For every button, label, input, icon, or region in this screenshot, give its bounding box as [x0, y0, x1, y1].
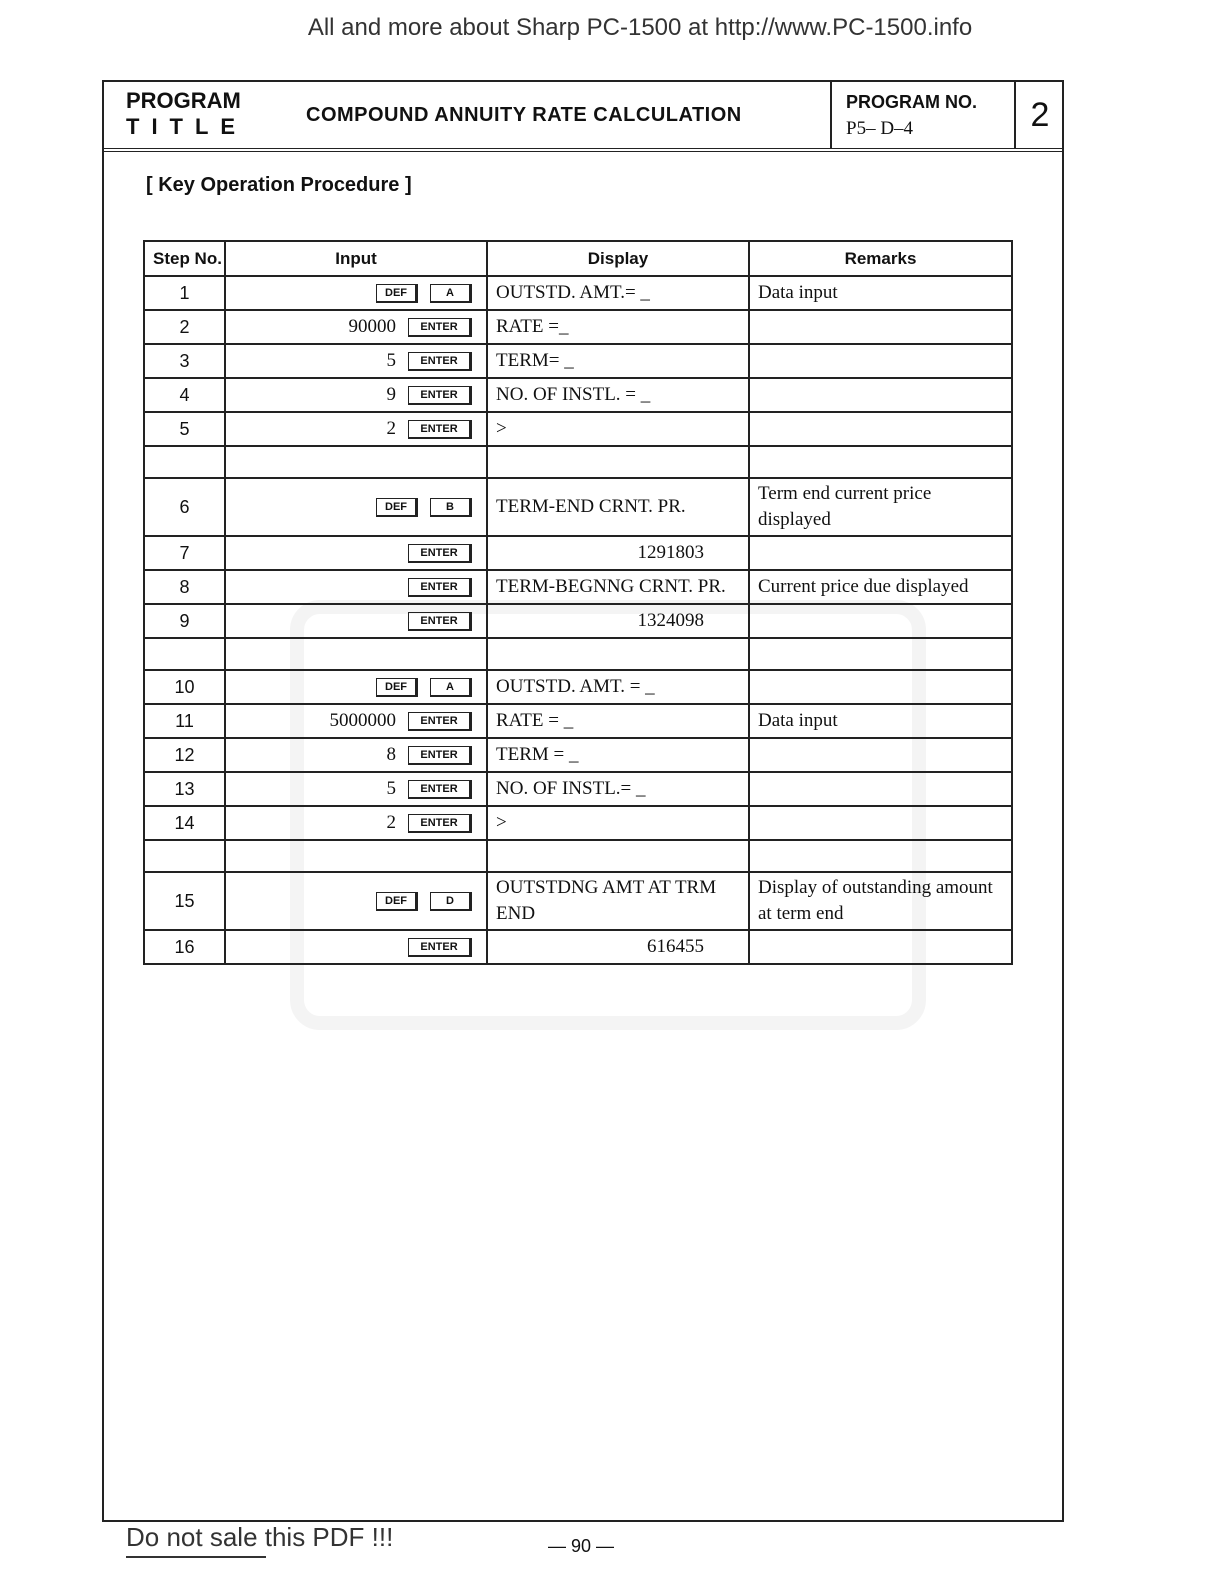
table-header-row	[144, 241, 1012, 276]
key-def-icon: DEF	[376, 498, 418, 517]
key-enter-icon: ENTER	[408, 386, 472, 405]
input-cell	[225, 738, 487, 772]
step-number: 9	[144, 604, 225, 638]
table-row	[144, 872, 1012, 930]
key-enter-icon: ENTER	[408, 612, 472, 631]
table-row	[144, 704, 1012, 738]
separator-cell	[144, 638, 225, 670]
display-cell: 1324098	[487, 604, 749, 638]
remarks-cell: Display of outstanding amount at term end	[749, 872, 1012, 930]
key-enter-icon: ENTER	[408, 712, 472, 731]
table-body	[144, 276, 1012, 964]
input-value: 8	[386, 744, 396, 766]
table-row	[144, 604, 1012, 638]
table-row	[144, 570, 1012, 604]
display-cell: OUTSTD. AMT. = _	[487, 670, 749, 704]
display-cell: OUTSTD. AMT.= _	[487, 276, 749, 310]
step-number: 3	[144, 344, 225, 378]
display-cell: TERM = _	[487, 738, 749, 772]
remarks-cell	[749, 806, 1012, 840]
separator-cell	[487, 840, 749, 872]
remarks-cell	[749, 412, 1012, 446]
separator-cell	[749, 840, 1012, 872]
sheet-number: 2	[1014, 82, 1064, 148]
remarks-cell	[749, 930, 1012, 964]
table-row	[144, 276, 1012, 310]
key-d-icon: D	[430, 892, 472, 911]
remarks-cell	[749, 378, 1012, 412]
remarks-cell	[749, 670, 1012, 704]
separator-cell	[225, 446, 487, 478]
input-cell	[225, 772, 487, 806]
separator-cell	[749, 446, 1012, 478]
key-enter-icon: ENTER	[408, 544, 472, 563]
separator-cell	[487, 638, 749, 670]
section-title: [ Key Operation Procedure ]	[146, 174, 412, 196]
input-value: 9	[386, 384, 396, 406]
key-enter-icon: ENTER	[408, 578, 472, 597]
program-title: COMPOUND ANNUITY RATE CALCULATION	[306, 104, 742, 126]
program-number-box	[830, 82, 1016, 148]
separator-cell	[144, 840, 225, 872]
table-row	[144, 412, 1012, 446]
input-value: 2	[386, 812, 396, 834]
display-cell: OUTSTDNG AMT AT TRM END	[487, 872, 749, 930]
key-enter-icon: ENTER	[408, 318, 472, 337]
display-cell: 1291803	[487, 536, 749, 570]
input-value: 90000	[348, 316, 396, 338]
table-row	[144, 478, 1012, 536]
input-cell	[225, 276, 487, 310]
table-separator-row	[144, 840, 1012, 872]
input-cell	[225, 604, 487, 638]
separator-cell	[225, 840, 487, 872]
key-enter-icon: ENTER	[408, 352, 472, 371]
column-header-input: Input	[225, 241, 487, 276]
page-number: — 90 —	[548, 1536, 615, 1556]
step-number: 14	[144, 806, 225, 840]
input-cell	[225, 872, 487, 930]
display-cell: NO. OF INSTL.= _	[487, 772, 749, 806]
remarks-cell	[749, 604, 1012, 638]
step-number: 16	[144, 930, 225, 964]
key-enter-icon: ENTER	[408, 938, 472, 957]
remarks-cell	[749, 344, 1012, 378]
column-header-display: Display	[487, 241, 749, 276]
table-separator-row	[144, 446, 1012, 478]
key-def-icon: DEF	[376, 284, 418, 303]
separator-cell	[487, 446, 749, 478]
key-enter-icon: ENTER	[408, 746, 472, 765]
remarks-cell: Term end current price displayed	[749, 478, 1012, 536]
remarks-cell: Data input	[749, 276, 1012, 310]
step-number: 13	[144, 772, 225, 806]
display-cell: TERM-BEGNNG CRNT. PR.	[487, 570, 749, 604]
step-number: 11	[144, 704, 225, 738]
table-row	[144, 344, 1012, 378]
program-header	[104, 82, 1062, 152]
table-row	[144, 738, 1012, 772]
table-row	[144, 670, 1012, 704]
table-row	[144, 930, 1012, 964]
remarks-cell: Data input	[749, 704, 1012, 738]
column-header-remarks: Remarks	[749, 241, 1012, 276]
remarks-cell	[749, 772, 1012, 806]
display-cell: RATE = _	[487, 704, 749, 738]
input-value: 2	[386, 418, 396, 440]
table-row	[144, 310, 1012, 344]
step-number: 7	[144, 536, 225, 570]
table-row	[144, 806, 1012, 840]
table-separator-row	[144, 638, 1012, 670]
program-title-label	[126, 88, 247, 140]
source-banner: All and more about Sharp PC-1500 at http://www.PC-1500.info	[307, 14, 973, 41]
separator-cell	[749, 638, 1012, 670]
table-row	[144, 378, 1012, 412]
key-def-icon: DEF	[376, 892, 418, 911]
display-cell: TERM-END CRNT. PR.	[487, 478, 749, 536]
remarks-cell	[749, 536, 1012, 570]
step-number: 15	[144, 872, 225, 930]
footer-underline	[126, 1556, 266, 1558]
remarks-cell	[749, 310, 1012, 344]
separator-cell	[144, 446, 225, 478]
key-enter-icon: ENTER	[408, 814, 472, 833]
input-cell	[225, 704, 487, 738]
program-number-label: PROGRAM NO.	[846, 92, 978, 112]
display-cell: 616455	[487, 930, 749, 964]
key-a-icon: A	[430, 284, 472, 303]
key-enter-icon: ENTER	[408, 780, 472, 799]
remarks-cell	[749, 738, 1012, 772]
input-cell	[225, 806, 487, 840]
display-cell: TERM= _	[487, 344, 749, 378]
step-number: 1	[144, 276, 225, 310]
table-row	[144, 536, 1012, 570]
remarks-cell: Current price due displayed	[749, 570, 1012, 604]
input-cell	[225, 536, 487, 570]
table-row	[144, 772, 1012, 806]
program-number: P5– D–4	[846, 118, 914, 139]
input-cell	[225, 930, 487, 964]
input-value: 5	[386, 350, 396, 372]
input-cell	[225, 478, 487, 536]
display-cell: NO. OF INSTL. = _	[487, 378, 749, 412]
input-cell	[225, 344, 487, 378]
separator-cell	[225, 638, 487, 670]
key-def-icon: DEF	[376, 678, 418, 697]
key-a-icon: A	[430, 678, 472, 697]
program-label: PROGRAM	[126, 88, 241, 113]
input-cell	[225, 378, 487, 412]
display-cell: RATE =_	[487, 310, 749, 344]
step-number: 8	[144, 570, 225, 604]
step-number: 10	[144, 670, 225, 704]
title-label: TITLE	[126, 114, 248, 139]
display-cell: >	[487, 412, 749, 446]
key-operation-table	[143, 240, 1013, 965]
input-cell	[225, 570, 487, 604]
step-number: 4	[144, 378, 225, 412]
footer-note: Do not sale this PDF !!!	[126, 1522, 394, 1552]
step-number: 6	[144, 478, 225, 536]
step-number: 2	[144, 310, 225, 344]
key-enter-icon: ENTER	[408, 420, 472, 439]
input-value: 5	[386, 778, 396, 800]
key-b-icon: B	[430, 498, 472, 517]
step-number: 5	[144, 412, 225, 446]
step-number: 12	[144, 738, 225, 772]
input-cell	[225, 670, 487, 704]
column-header-step: Step No.	[144, 241, 225, 276]
input-value: 5000000	[329, 710, 396, 732]
input-cell	[225, 310, 487, 344]
input-cell	[225, 412, 487, 446]
display-cell: >	[487, 806, 749, 840]
